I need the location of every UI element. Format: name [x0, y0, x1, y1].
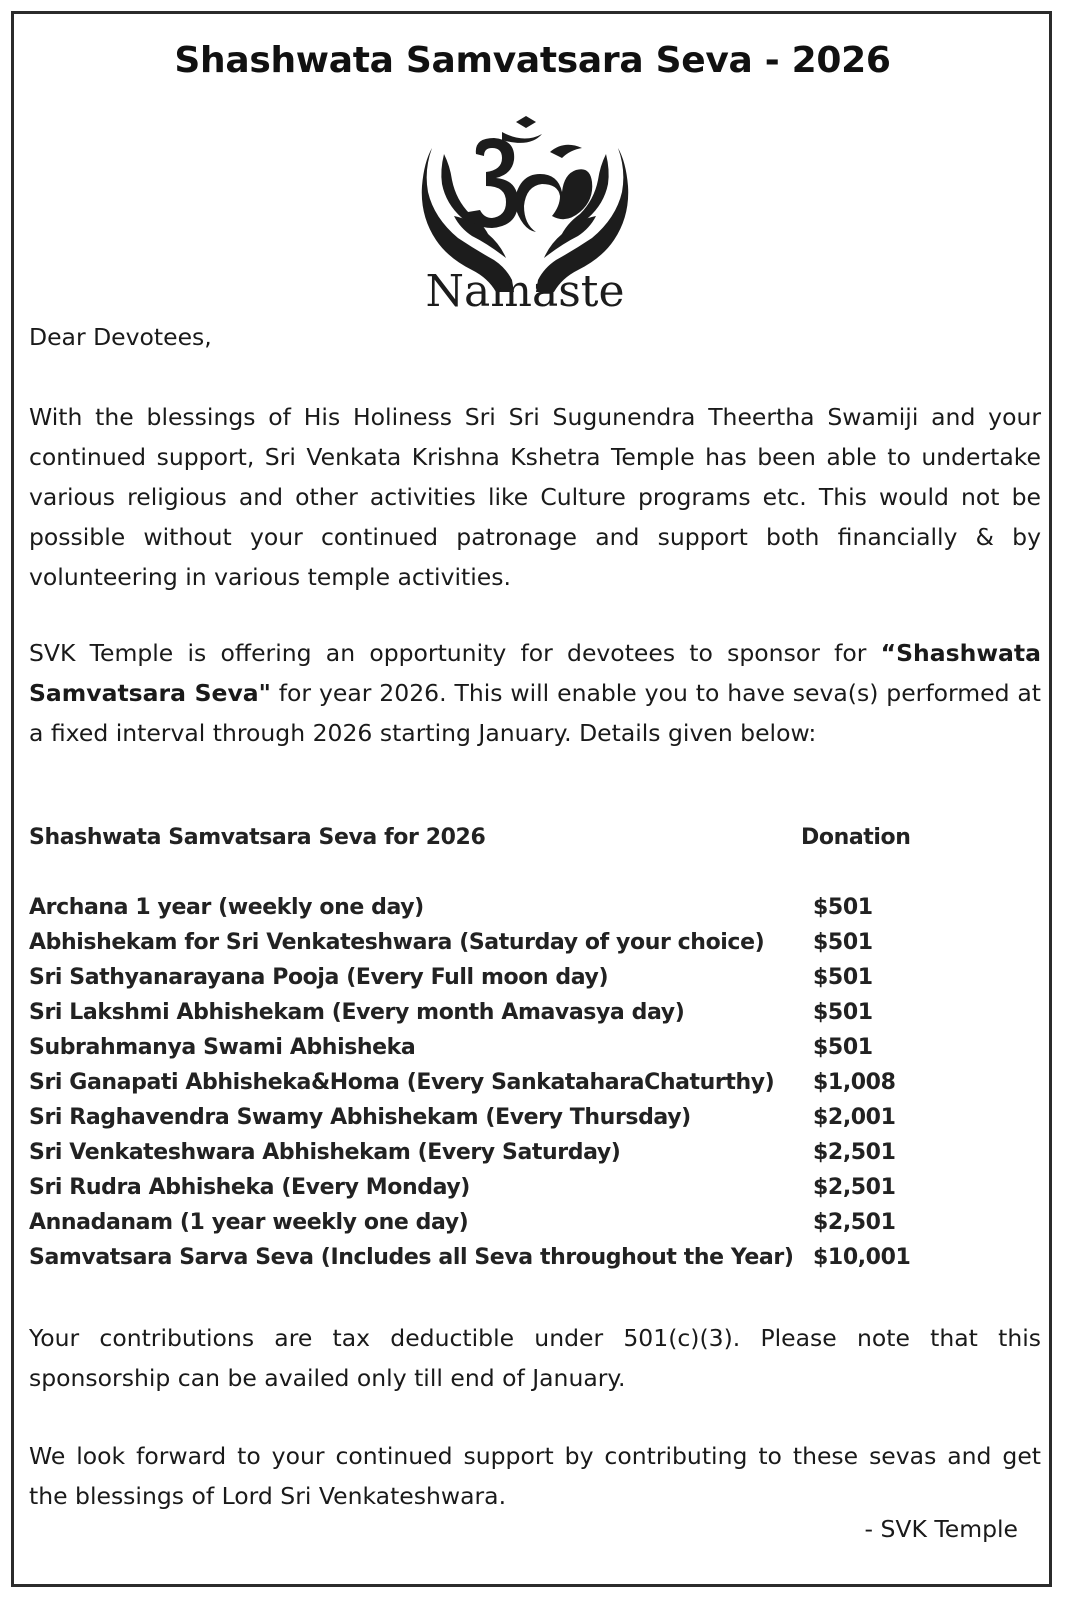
table-row [29, 925, 989, 960]
table-row [29, 1030, 989, 1065]
seva-donation: $501 [813, 930, 873, 955]
table-row [29, 1065, 989, 1100]
seva-name: Sri Venkateshwara Abhishekam (Every Saturday) [29, 1140, 621, 1165]
table-row [29, 960, 989, 995]
table-row [29, 1170, 989, 1205]
table-row [29, 1240, 989, 1275]
seva-name: Abhishekam for Sri Venkateshwara (Saturday of your choice) [29, 930, 765, 955]
namaste-logo [414, 108, 636, 333]
logo-text: Namaste [425, 266, 625, 317]
seva-donation: $10,001 [813, 1245, 911, 1270]
signature: - SVK Temple [864, 1515, 1018, 1543]
seva-table [29, 820, 989, 1275]
seva-donation: $2,001 [813, 1105, 896, 1130]
greeting: Dear Devotees, [29, 323, 212, 351]
seva-name: Samvatsara Sarva Seva (Includes all Seva throughout the Year) [29, 1245, 794, 1270]
table-row [29, 995, 989, 1030]
table-row [29, 1100, 989, 1135]
offer-lead: SVK Temple is offering an opportunity for devotees to sponsor for [29, 639, 881, 667]
closing-paragraph: We look forward to your continued support by contributing to these sevas and get the blessings of Lord Sri Venkateshwara. [29, 1442, 1041, 1510]
table-header [29, 820, 989, 855]
tax-paragraph: Your contributions are tax deductible under 501(c)(3). Please note that this sponsorship can be availed only till end of January. [29, 1324, 1041, 1392]
seva-name: Sri Rudra Abhisheka (Every Monday) [29, 1175, 470, 1200]
seva-donation: $501 [813, 1035, 873, 1060]
seva-name: Sri Ganapati Abhisheka&Homa (Every SankataharaChaturthy) [29, 1070, 775, 1095]
offer-emphasis: “Shashwata Samvatsara Seva" [29, 639, 1041, 707]
seva-donation: $2,501 [813, 1175, 896, 1200]
seva-name: Archana 1 year (weekly one day) [29, 895, 424, 920]
donation-column-header: Donation [801, 825, 911, 850]
seva-donation: $501 [813, 1000, 873, 1025]
seva-donation: $1,008 [813, 1070, 896, 1095]
offer-tail: for year 2026. This will enable you to have seva(s) performed at a fixed interval through 2026 starting January. Details given below: [29, 679, 1042, 747]
seva-donation: $2,501 [813, 1140, 896, 1165]
seva-name: Sri Raghavendra Swamy Abhishekam (Every Thursday) [29, 1105, 691, 1130]
seva-name: Subrahmanya Swami Abhisheka [29, 1035, 416, 1060]
table-row [29, 1205, 989, 1240]
seva-donation: $501 [813, 895, 873, 920]
seva-name: Sri Sathyanarayana Pooja (Every Full moon day) [29, 965, 609, 990]
offer-paragraph [29, 633, 1041, 753]
page-title: Shashwata Samvatsara Seva - 2026 [174, 40, 891, 81]
table-row [29, 890, 989, 925]
seva-donation: $2,501 [813, 1210, 896, 1235]
seva-name: Sri Lakshmi Abhishekam (Every month Amavasya day) [29, 1000, 685, 1025]
seva-name: Annadanam (1 year weekly one day) [29, 1210, 469, 1235]
seva-column-header: Shashwata Samvatsara Seva for 2026 [29, 825, 486, 850]
intro-paragraph: With the blessings of His Holiness Sri Sri Sugunendra Theertha Swamiji and your continued support, Sri Venkata Krishna Kshetra Temple has been able to undertake various religious and other activities like Culture programs etc. This would not be possible without your continued patronage and support both financially & by volunteering in various temple activities. [29, 403, 1041, 591]
seva-donation: $501 [813, 965, 873, 990]
table-row [29, 1135, 989, 1170]
om-hands-icon [414, 108, 636, 333]
